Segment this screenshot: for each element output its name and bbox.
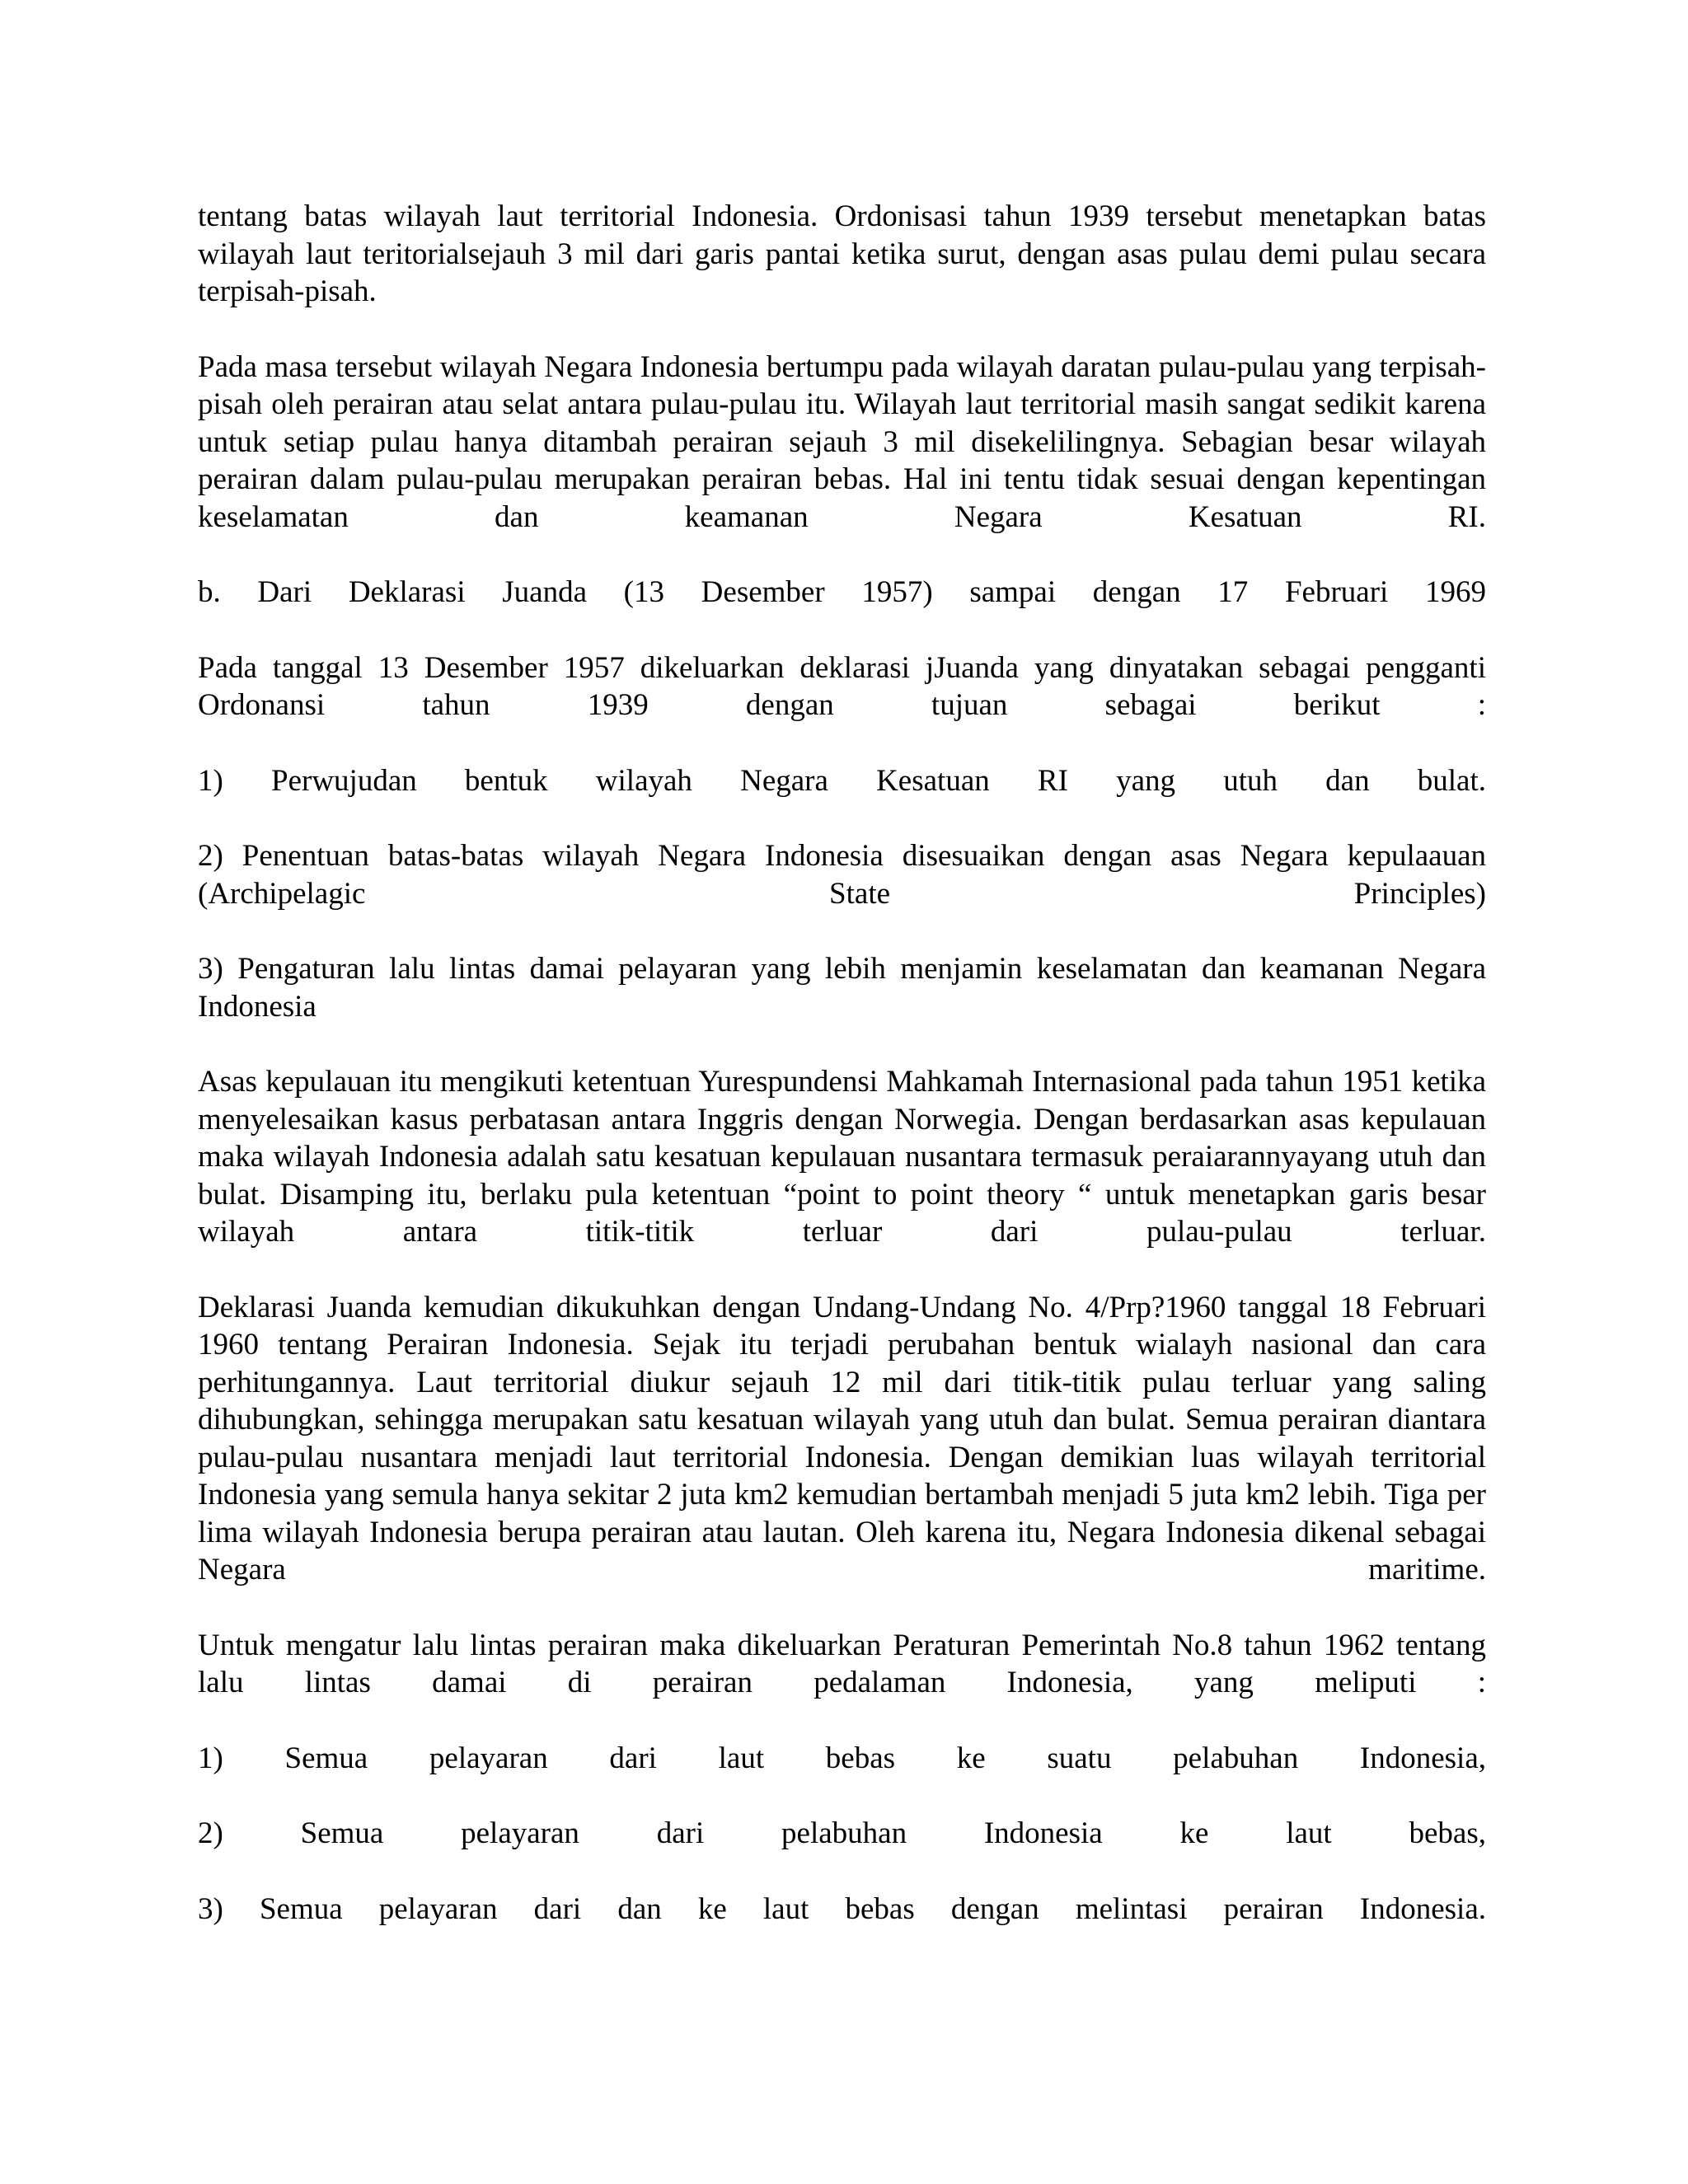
list-item-tujuan-2: 2) Penentuan batas-batas wilayah Negara Indonesia disesuaikan dengan asas Negara kepulaauan (Archipelagic State Principles) (198, 839, 1486, 911)
paragraph-undang-undang-1960: Deklarasi Juanda kemudian dikukuhkan dengan Undang-Undang No. 4/Prp?1960 tanggal 18 Februari 1960 tentang Perairan Indonesia. Sejak itu terjadi perubahan bentuk wialayh nasional dan cara perhitungannya. Laut territorial diukur sejauh 12 mil dari titik-titik pulau terluar yang saling dihubungkan, sehingga merupakan satu kesatuan wilayah yang utuh dan bulat. Semua perairan diantara pulau-pulau nusantara menjadi laut territorial Indonesia. Dengan demikian luas wilayah territorial Indonesia yang semula hanya sekitar 2 juta km2 kemudian bertambah menjadi 5 juta km2 lebih. Tiga per lima wilayah Indonesia berupa perairan atau lautan. Oleh karena itu, Negara Indonesia dikenal sebagai Negara maritime. (198, 1290, 1486, 1586)
list-item-tujuan-3: 3) Pengaturan lalu lintas damai pelayaran yang lebih menjamin keselamatan dan keamanan Negara Indonesia (198, 952, 1486, 1024)
list-item-pelayaran-3: 3) Semua pelayaran dari dan ke laut bebas dengan melintasi perairan Indonesia. (198, 1891, 1486, 1926)
paragraph-ordonansi-1939: tentang batas wilayah laut territorial Indonesia. Ordonisasi tahun 1939 tersebut menetapkan batas wilayah laut teritorialsejauh 3 mil dari garis pantai ketika surut, dengan asas pulau demi pulau secara terpisah-pisah. (198, 199, 1486, 308)
list-item-pelayaran-2: 2) Semua pelayaran dari pelabuhan Indonesia ke laut bebas, (198, 1816, 1486, 1850)
paragraph-asas-kepulauan: Asas kepulauan itu mengikuti ketentuan Yurespundensi Mahkamah Internasional pada tahun 1951 ketika menyelesaikan kasus perbatasan antara Inggris dengan Norwegia. Dengan berdasarkan asas kepulauan maka wilayah Indonesia adalah satu kesatuan kepulauan nusantara termasuk peraiarannyayang utuh dan bulat. Disamping itu, berlaku pula ketentuan “point to point theory “ untuk menetapkan garis besar wilayah antara titik-titik terluar dari pulau-pulau terluar. (198, 1065, 1486, 1249)
paragraph-masa-tersebut: Pada masa tersebut wilayah Negara Indonesia bertumpu pada wilayah daratan pulau-pulau yang terpisah-pisah oleh perairan atau selat antara pulau-pulau itu. Wilayah laut territorial masih sangat sedikit karena untuk setiap pulau hanya ditambah perairan sejauh 3 mil disekelilingnya. Sebagian besar wilayah perairan dalam pulau-pulau merupakan perairan bebas. Hal ini tentu tidak sesuai dengan kepentingan keselamatan dan keamanan Negara Kesatuan RI. (198, 349, 1486, 534)
paragraph-peraturan-pemerintah: Untuk mengatur lalu lintas perairan maka dikeluarkan Peraturan Pemerintah No.8 tahun 1962 tentang lalu lintas damai di perairan pedalaman Indonesia, yang meliputi : (198, 1628, 1486, 1699)
paragraph-deklarasi-intro: Pada tanggal 13 Desember 1957 dikeluarkan deklarasi jJuanda yang dinyatakan sebagai pengganti Ordonansi tahun 1939 dengan tujuan sebagai berikut : (198, 650, 1486, 722)
list-item-tujuan-1: 1) Perwujudan bentuk wilayah Negara Kesatuan RI yang utuh dan bulat. (198, 763, 1486, 798)
section-heading-deklarasi-juanda: b. Dari Deklarasi Juanda (13 Desember 1957) sampai dengan 17 Februari 1969 (198, 575, 1486, 609)
document-body (198, 198, 1486, 1966)
list-item-pelayaran-1: 1) Semua pelayaran dari laut bebas ke suatu pelabuhan Indonesia, (198, 1741, 1486, 1775)
